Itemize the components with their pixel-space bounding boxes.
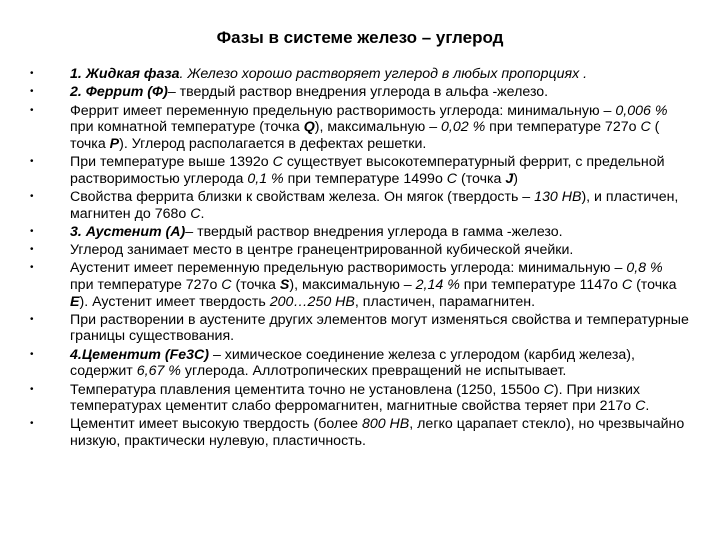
- list-item: [30, 66, 690, 83]
- text-run: ), максимальную –: [289, 276, 416, 293]
- text-run: существует высокотемпературный феррит, с предельной растворимостью углерода: [70, 154, 665, 187]
- list-item: [30, 189, 690, 222]
- text-run: 800 НВ: [361, 416, 410, 433]
- text-run: ). Углерод располагается в дефектах решетки.: [119, 135, 427, 152]
- text-run: 200…250 НВ: [269, 293, 355, 310]
- text-run: Цементит имеет высокую твердость (более: [70, 416, 362, 433]
- text-run: Температура плавления цементита точно не установлена (1250, 1550о: [70, 381, 544, 398]
- text-run: ). При низких температурах цементит слабо ферромагнитен, магнитные свойства теряет при 217о: [70, 381, 640, 415]
- text-run: – твердый раствор внедрения углерода в гамма -железо.: [185, 223, 563, 240]
- text-run: 130 НВ: [534, 188, 582, 205]
- text-run: при температуре 1147о: [459, 276, 622, 293]
- text-run: Свойства феррита близки к свойствам железа. Он мягок (твердость –: [70, 188, 535, 205]
- list-item: [30, 347, 690, 380]
- bullet-icon: •: [30, 348, 34, 360]
- text-run: ), и пластичен, магнитен до 768о: [70, 188, 679, 222]
- text-run: Феррит имеет переменную предельную растворимость углерода: минимальную –: [70, 102, 616, 119]
- bullet-icon: •: [30, 86, 34, 98]
- bullet-icon: •: [30, 225, 34, 237]
- text-run: С: [446, 170, 458, 187]
- text-run: 0,02 %: [441, 119, 486, 136]
- text-run: – твердый раствор внедрения углерода в альфа -железо.: [167, 84, 549, 101]
- text-run: при комнатной температуре (точка: [70, 119, 304, 136]
- text-run: 4.Цементит (Fe3C): [70, 346, 210, 363]
- text-run: , пластичен, парамагнитен.: [354, 293, 536, 310]
- text-run: ( точка: [70, 119, 660, 152]
- list-item: [30, 242, 690, 259]
- text-run: , легко царапает стекло), но чрезвычайно низкую, практически нулевую, пластичность.: [70, 416, 685, 450]
- text-run: 3. Аустенит (А): [70, 223, 186, 240]
- bullet-icon: •: [30, 190, 34, 202]
- text-run: углерода. Аллотропических превращений не испытывает.: [180, 363, 567, 380]
- text-run: при температуре 1499о: [283, 170, 447, 187]
- text-run: .: [645, 398, 650, 415]
- list-item: [30, 84, 690, 101]
- text-run: ). Аустенит имеет твердость: [79, 293, 270, 310]
- list-item: [30, 224, 690, 241]
- bullet-icon: •: [30, 418, 34, 430]
- text-run: При температуре выше 1392о: [70, 154, 273, 171]
- text-run: 2. Феррит (Ф): [70, 84, 168, 101]
- text-run: Е: [70, 293, 80, 310]
- text-run: 0,1 %: [247, 170, 284, 187]
- text-run: С: [272, 154, 283, 171]
- text-run: .: [200, 205, 205, 222]
- slide-title: Фазы в системе железо – углерод: [216, 28, 504, 47]
- text-run: Аустенит имеет переменную предельную растворимость углерода: минимальную –: [70, 260, 627, 277]
- text-run: Q: [303, 119, 315, 136]
- list-item: [30, 260, 690, 310]
- text-run: при температуре 727о: [70, 276, 222, 293]
- text-run: Р: [109, 135, 120, 152]
- bullet-icon: •: [30, 262, 34, 274]
- text-run: С: [543, 381, 554, 398]
- bullet-list: [30, 66, 690, 451]
- text-run: С: [635, 398, 646, 415]
- text-run: 6,67 %: [136, 363, 181, 380]
- bullet-icon: •: [30, 156, 34, 168]
- bullet-icon: •: [30, 244, 34, 256]
- text-run: S: [279, 276, 290, 293]
- text-run: При растворении в аустените других элементов могут изменяться свойства и температурные границы существования.: [70, 311, 689, 345]
- bullet-icon: •: [30, 383, 34, 395]
- text-run: (точка: [231, 276, 280, 293]
- list-item: [30, 103, 690, 153]
- bullet-icon: •: [30, 313, 34, 325]
- text-run: Углерод занимает место в центре гранецентрированной кубической ячейки.: [70, 242, 574, 259]
- text-run: ): [513, 170, 518, 187]
- list-item: [30, 154, 690, 187]
- text-run: 1. Жидкая фаза: [70, 66, 180, 82]
- text-run: – химическое соединение железа с углеродом (карбид железа), содержит: [70, 346, 635, 380]
- list-item: [30, 312, 690, 345]
- text-run: С: [190, 205, 201, 222]
- bullet-icon: •: [30, 104, 34, 116]
- bullet-icon: •: [30, 68, 34, 79]
- text-run: С: [621, 276, 633, 293]
- list-item: [30, 416, 690, 449]
- text-run: ), максимальную –: [314, 119, 442, 136]
- text-run: при температуре 727о: [485, 119, 641, 136]
- text-run: С: [640, 119, 651, 136]
- text-run: (точка: [457, 170, 506, 187]
- text-run: . Железо хорошо растворяет углерод в любых пропорциях .: [179, 66, 588, 82]
- text-run: 0,006 %: [615, 102, 668, 119]
- text-run: 0,8 %: [626, 260, 663, 277]
- text-run: (точка: [632, 276, 677, 293]
- list-item: [30, 382, 690, 415]
- text-run: 2,14 %: [415, 276, 460, 293]
- text-run: С: [221, 276, 232, 293]
- text-run: J: [505, 170, 514, 187]
